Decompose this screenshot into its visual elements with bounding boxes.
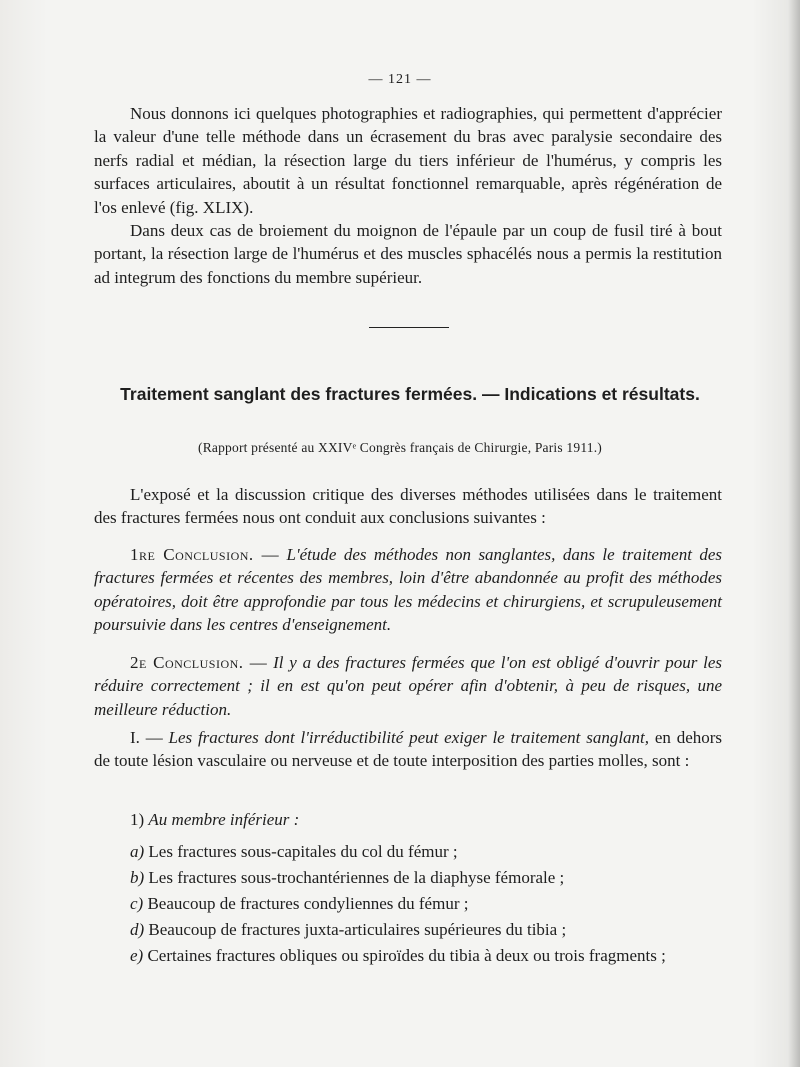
intro-block <box>94 102 722 289</box>
list-item <box>94 944 722 968</box>
list-item-text: Beaucoup de fractures juxta-articulaires supérieures du tibia ; <box>148 920 567 939</box>
list-heading <box>94 808 722 832</box>
intro-paragraph-1: Nous donnons ici quelques photographies et radiographies, qui permettent d'apprécier la valeur d'une telle méthode dans un écrasement du bras avec paralysie secondaire des nerfs radial et médian, la résection large du tiers inférieur de l'humérus, y compris les surfaces articulaires, aboutit à un résultat fonctionnel remarquable, après régénération de l'os enlevé (fig. XLIX). <box>94 104 722 217</box>
list-item <box>94 892 722 916</box>
section-subtitle: (Rapport présenté au XXIVᵉ Congrès français de Chirurgie, Paris 1911.) <box>198 440 602 455</box>
list-item-label: e) <box>130 946 144 965</box>
conclusion-1 <box>94 543 722 637</box>
page-edge-shadow <box>788 0 800 1067</box>
list-item-text: Certaines fractures obliques ou spiroïdes du tibia à deux ou trois fragments ; <box>147 946 666 965</box>
list-item-label: c) <box>130 894 144 913</box>
list-item-label: d) <box>130 920 145 939</box>
list-heading-text: Au membre inférieur : <box>148 810 300 829</box>
section-i-rest: en dehors de toute lésion vasculaire ou nerveuse et de toute interposition des parties molles, sont : <box>94 728 723 771</box>
body-paragraph-1-block <box>94 483 722 530</box>
body-paragraph-1: L'exposé et la discussion critique des diverses méthodes utilisées dans le traitement des fractures fermées nous ont conduit aux conclusions suivantes : <box>94 485 722 528</box>
list-item-text: Beaucoup de fractures condyliennes du fémur ; <box>147 894 469 913</box>
section-i-italic: Les fractures dont l'irréductibilité peut exiger le traitement sanglant, <box>168 728 650 747</box>
list-item-text: Les fractures sous-trochantériennes de la diaphyse fémorale ; <box>148 868 565 887</box>
list-item-label: b) <box>130 868 145 887</box>
conclusion-1-label: 1re Conclusion. — <box>130 545 280 564</box>
list-item <box>94 866 722 890</box>
list-item <box>94 918 722 942</box>
list-item-text: Les fractures sous-capitales du col du fémur ; <box>148 842 458 861</box>
list-item <box>94 840 722 864</box>
conclusion-1-text: L'étude des méthodes non sanglantes, dans le traitement des fractures fermées et récentes des membres, loin d'être abandonnée au profit des méthodes opératoires, doit être approfondie par tous les médecins et chirurgiens, et scrupuleusement poursuivie dans les centres d'enseignement. <box>94 545 723 635</box>
conclusion-2-label: 2e Conclusion. — <box>130 653 268 672</box>
section-i <box>94 726 722 773</box>
list-heading-label: 1) <box>130 810 145 829</box>
page-number: — 121 — <box>368 72 432 87</box>
fracture-list <box>94 808 722 968</box>
section-title: Traitement sanglant des fractures fermées. — Indications et résultats. <box>120 384 700 404</box>
section-i-label: I. — <box>130 728 163 747</box>
conclusion-2-text: Il y a des fractures fermées que l'on est obligé d'ouvrir pour les réduire correctement ; il en est qu'on peut opérer afin d'obtenir, à peu de risques, une meilleure réduction. <box>94 653 722 719</box>
intro-paragraph-2: Dans deux cas de broiement du moignon de l'épaule par un coup de fusil tiré à bout portant, la résection large de l'humérus et des muscles sphacélés nous a permis la restitution ad integrum des fonctions du membre supérieur. <box>94 221 722 287</box>
list-item-label: a) <box>130 842 145 861</box>
section-divider <box>369 327 449 328</box>
conclusion-2 <box>94 651 722 721</box>
